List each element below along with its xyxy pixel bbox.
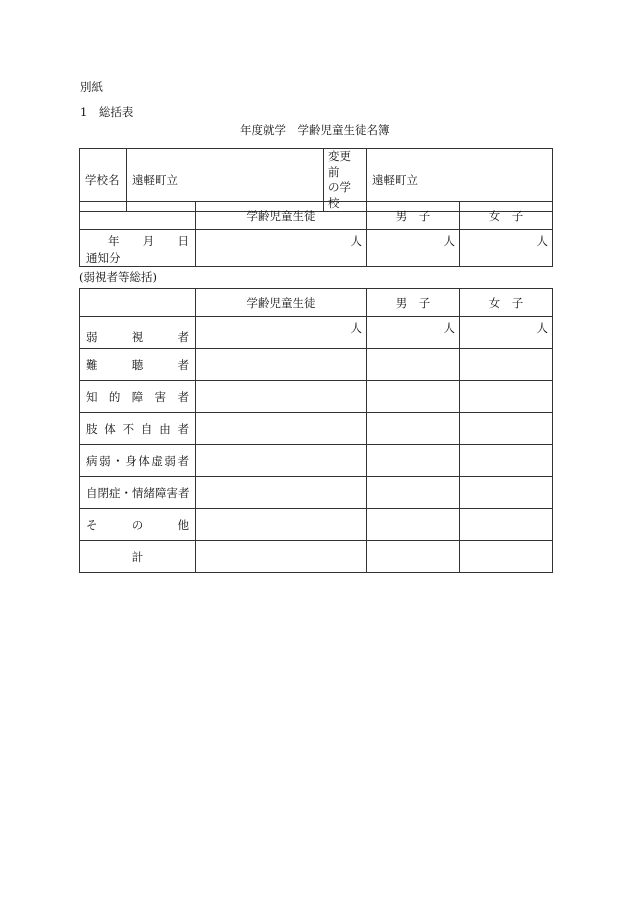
notice-date-cell: [80, 230, 196, 267]
intellectual-disability-male: [367, 381, 460, 413]
school-name-value: 遠軽町立: [127, 149, 324, 212]
summary-female-value: 人: [460, 230, 553, 267]
disability-header-male: 男 子: [367, 289, 460, 317]
summary-male-value: 人: [367, 230, 460, 267]
row-label-low-vision: 弱視者: [80, 317, 196, 349]
hearing-impaired-female: [460, 349, 553, 381]
hearing-impaired-students: [196, 349, 367, 381]
previous-school-label-line2: の学校: [328, 180, 351, 210]
date-month: 月: [142, 234, 155, 248]
notice-date: [86, 233, 189, 250]
previous-school-value: 遠軽町立: [367, 149, 553, 212]
row-label-intellectual-disability: 知的障害者: [80, 381, 196, 413]
disability-caption: (弱視者等総括): [79, 270, 157, 284]
summary-header-students: 学齢児童生徒: [196, 202, 367, 230]
health-impairment-male: [367, 445, 460, 477]
notice-label: 通知分: [86, 250, 121, 265]
total-male: [367, 541, 460, 573]
row-label-physical-disability: 肢体不自由者: [80, 413, 196, 445]
total-students: [196, 541, 367, 573]
health-impairment-female: [460, 445, 553, 477]
school-name-label: 学校名: [80, 149, 127, 212]
autism-emotional-students: [196, 477, 367, 509]
autism-emotional-female: [460, 477, 553, 509]
low-vision-male: 人: [367, 317, 460, 349]
other-female: [460, 509, 553, 541]
disability-table: [79, 288, 553, 573]
intellectual-disability-students: [196, 381, 367, 413]
summary-header-male: 男 子: [367, 202, 460, 230]
document-title: 年度就学 学齢児童生徒名簿: [240, 123, 390, 137]
autism-emotional-male: [367, 477, 460, 509]
attachment-label: 別紙: [80, 80, 103, 94]
summary-header-blank: [80, 202, 196, 230]
physical-disability-students: [196, 413, 367, 445]
date-year: 年: [108, 234, 120, 248]
row-label-total: 計: [80, 541, 196, 573]
other-male: [367, 509, 460, 541]
row-label-autism-emotional: 自閉症・情緒障害者: [80, 477, 196, 509]
disability-header-blank: [80, 289, 196, 317]
low-vision-female: 人: [460, 317, 553, 349]
disability-header-female: 女 子: [460, 289, 553, 317]
hearing-impaired-male: [367, 349, 460, 381]
date-day: 日: [177, 234, 189, 248]
summary-table: [79, 201, 553, 267]
physical-disability-female: [460, 413, 553, 445]
row-label-health-impairment: 病弱・身体虚弱者: [80, 445, 196, 477]
physical-disability-male: [367, 413, 460, 445]
summary-header-female: 女 子: [460, 202, 553, 230]
row-label-other: その他: [80, 509, 196, 541]
low-vision-students: 人: [196, 317, 367, 349]
intellectual-disability-female: [460, 381, 553, 413]
summary-students-value: 人: [196, 230, 367, 267]
row-label-hearing-impaired: 難聴者: [80, 349, 196, 381]
health-impairment-students: [196, 445, 367, 477]
total-female: [460, 541, 553, 573]
previous-school-label-line1: 変更前: [328, 149, 351, 179]
section-label: 1 総括表: [80, 105, 134, 119]
disability-header-students: 学齢児童生徒: [196, 289, 367, 317]
other-students: [196, 509, 367, 541]
